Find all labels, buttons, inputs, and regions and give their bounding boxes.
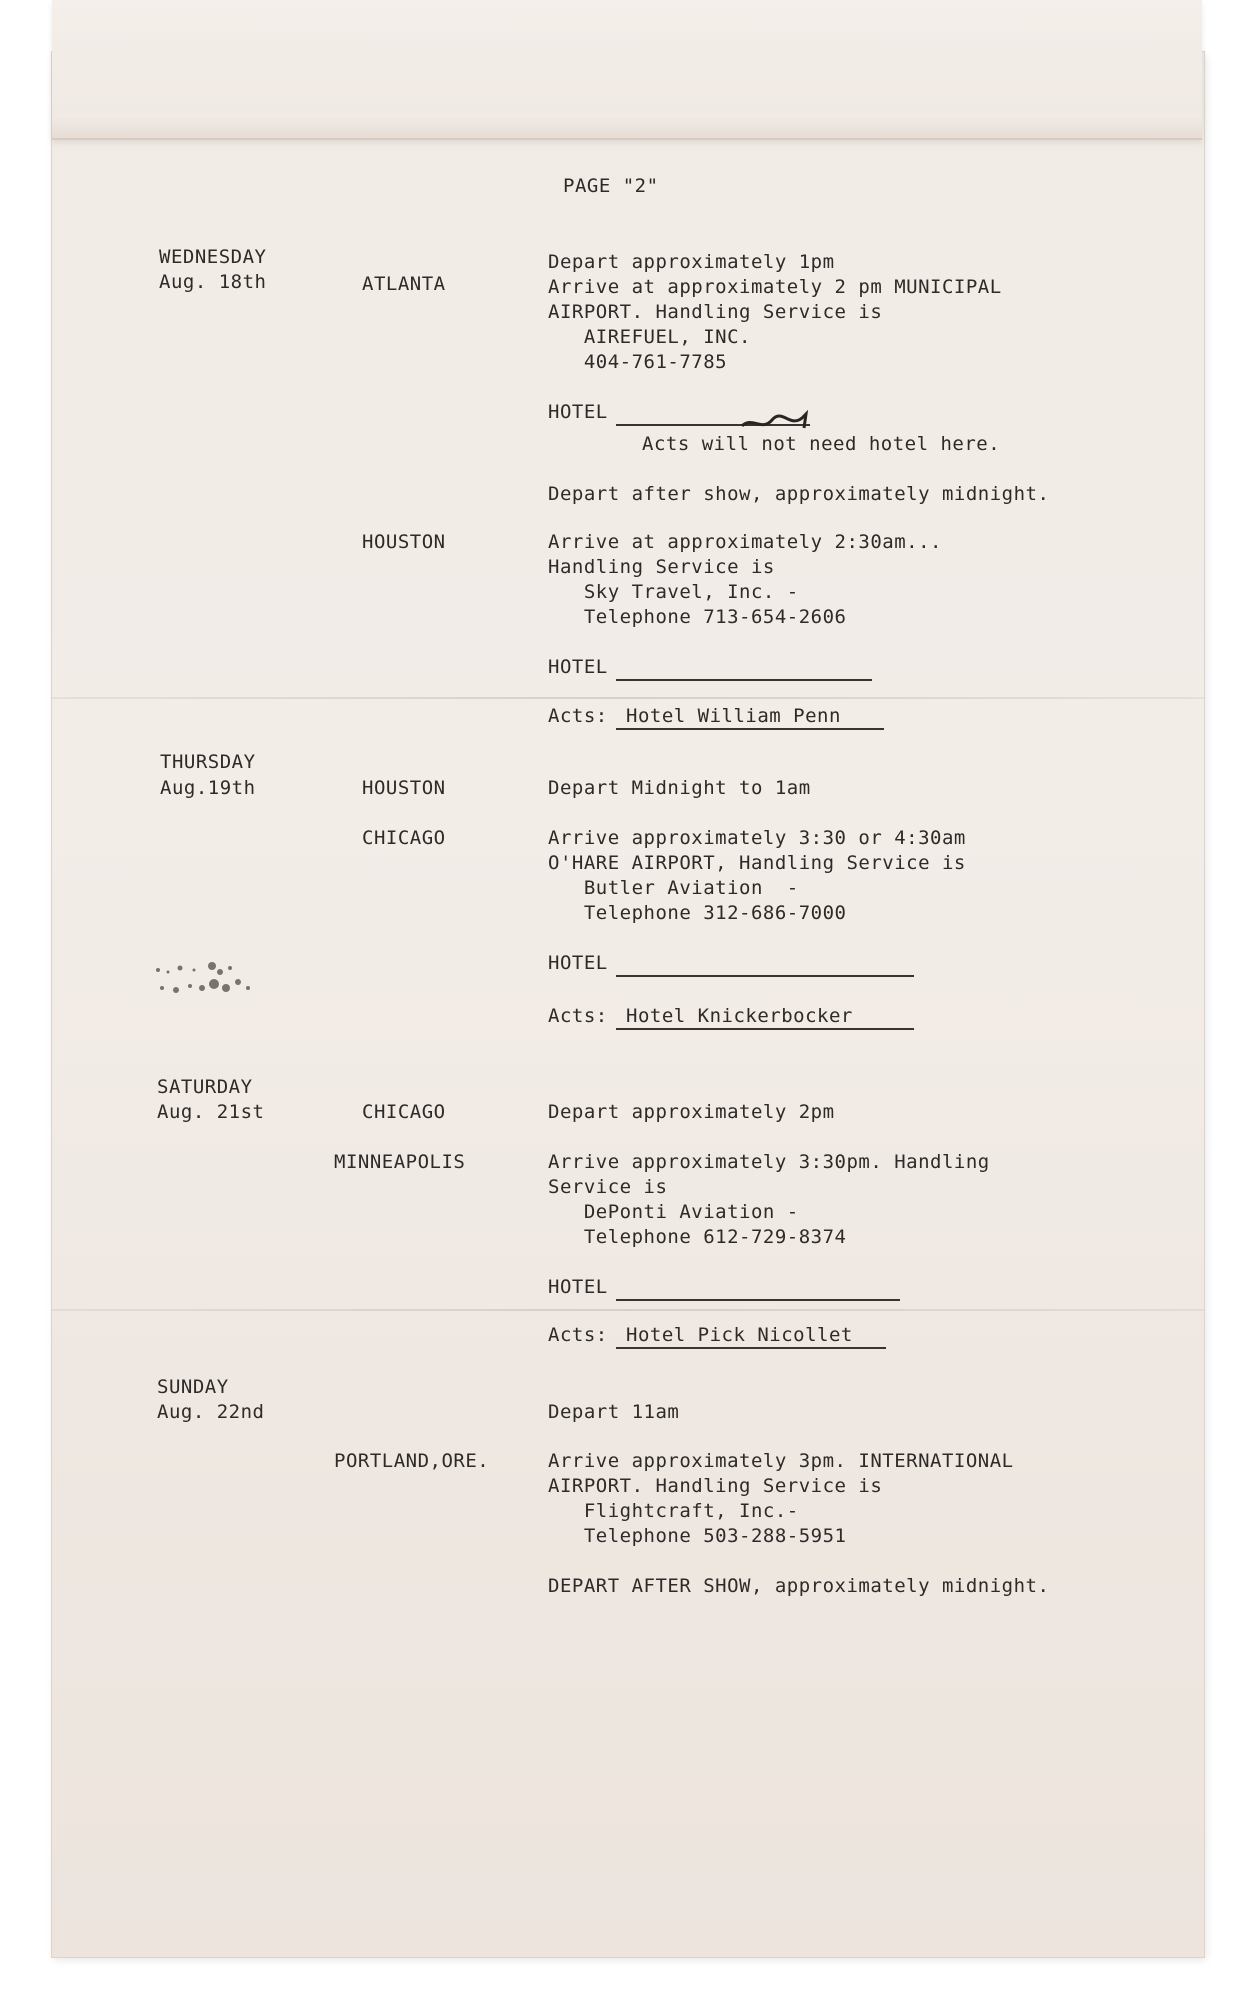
itinerary-line: DePonti Aviation -: [548, 1201, 799, 1223]
itinerary-line: Handling Service is: [548, 556, 775, 578]
hotel-label: HOTEL: [548, 1276, 608, 1298]
page-label: PAGE "2": [563, 175, 659, 197]
acts-hotel: Hotel Pick Nicollet: [626, 1324, 853, 1346]
acts-hotel: Hotel Knickerbocker: [626, 1005, 853, 1027]
itinerary-line: Sky Travel, Inc. -: [548, 581, 799, 603]
itinerary-line: Telephone 503-288-5951: [548, 1525, 847, 1547]
itinerary-line: Depart approximately 1pm: [548, 251, 835, 273]
acts-label: Acts:: [548, 1005, 608, 1027]
itinerary-line: O'HARE AIRPORT, Handling Service is: [548, 852, 966, 874]
itinerary-line: AIRPORT. Handling Service is: [548, 1475, 883, 1497]
itinerary-line: Flightcraft, Inc.-: [548, 1500, 799, 1522]
city-name: CHICAGO: [362, 827, 446, 849]
itinerary-line: Arrive at approximately 2 pm MUNICIPAL: [548, 276, 1002, 298]
day-date: Aug. 18th: [159, 271, 267, 293]
city-name: ATLANTA: [362, 273, 446, 295]
hotel-label: HOTEL: [548, 656, 608, 678]
acts-label: Acts:: [548, 1324, 608, 1346]
city-name: HOUSTON: [362, 777, 446, 799]
hotel-label: HOTEL: [548, 952, 608, 974]
city-name: PORTLAND,ORE.: [334, 1450, 490, 1472]
city-name: CHICAGO: [362, 1101, 446, 1123]
itinerary-line: Depart Midnight to 1am: [548, 777, 811, 799]
fold-crease: [52, 697, 1204, 699]
hotel-note: Acts will not need hotel here.: [642, 433, 1001, 455]
acts-label: Acts:: [548, 705, 608, 727]
hotel-blank-line: [616, 679, 872, 681]
acts-hotel-underline: [616, 728, 884, 730]
depart-note: Depart after show, approximately midnight.: [548, 483, 1050, 505]
hotel-label: HOTEL: [548, 401, 608, 423]
ink-scribble: [740, 410, 810, 434]
day-date: Aug. 21st: [157, 1101, 265, 1123]
acts-hotel: Hotel William Penn: [626, 705, 841, 727]
ink-smudge: [150, 958, 290, 998]
itinerary-line: Arrive at approximately 2:30am...: [548, 531, 942, 553]
itinerary-line: Telephone 312-686-7000: [548, 902, 847, 924]
day-date: Aug.19th: [160, 777, 256, 799]
itinerary-line: Telephone 713-654-2606: [548, 606, 847, 628]
acts-hotel-underline: [616, 1347, 886, 1349]
itinerary-line: Butler Aviation -: [548, 877, 799, 899]
city-name: MINNEAPOLIS: [334, 1151, 466, 1173]
itinerary-line: Depart approximately 2pm: [548, 1101, 835, 1123]
itinerary-line: Arrive approximately 3pm. INTERNATIONAL: [548, 1450, 1014, 1472]
itinerary-line: 404-761-7785: [548, 351, 728, 373]
itinerary-line: Service is: [548, 1176, 668, 1198]
itinerary-line: Telephone 612-729-8374: [548, 1226, 847, 1248]
folded-top-flap: [52, 0, 1202, 140]
acts-hotel-underline: [616, 1028, 914, 1030]
depart-note: DEPART AFTER SHOW, approximately midnight.: [548, 1575, 1050, 1597]
itinerary-line: AIRPORT. Handling Service is: [548, 301, 883, 323]
day-name: SATURDAY: [157, 1076, 253, 1098]
fold-crease: [52, 1309, 1204, 1311]
itinerary-line: Arrive approximately 3:30pm. Handling: [548, 1151, 990, 1173]
day-name: SUNDAY: [157, 1376, 229, 1398]
hotel-blank-line: [616, 975, 914, 977]
day-name: THURSDAY: [160, 751, 256, 773]
itinerary-line: AIREFUEL, INC.: [548, 326, 751, 348]
city-name: HOUSTON: [362, 531, 446, 553]
itinerary-line: Arrive approximately 3:30 or 4:30am: [548, 827, 966, 849]
day-name: WEDNESDAY: [159, 246, 267, 268]
itinerary-line: Depart 11am: [548, 1401, 680, 1423]
hotel-blank-line: [616, 1299, 900, 1301]
day-date: Aug. 22nd: [157, 1401, 265, 1423]
